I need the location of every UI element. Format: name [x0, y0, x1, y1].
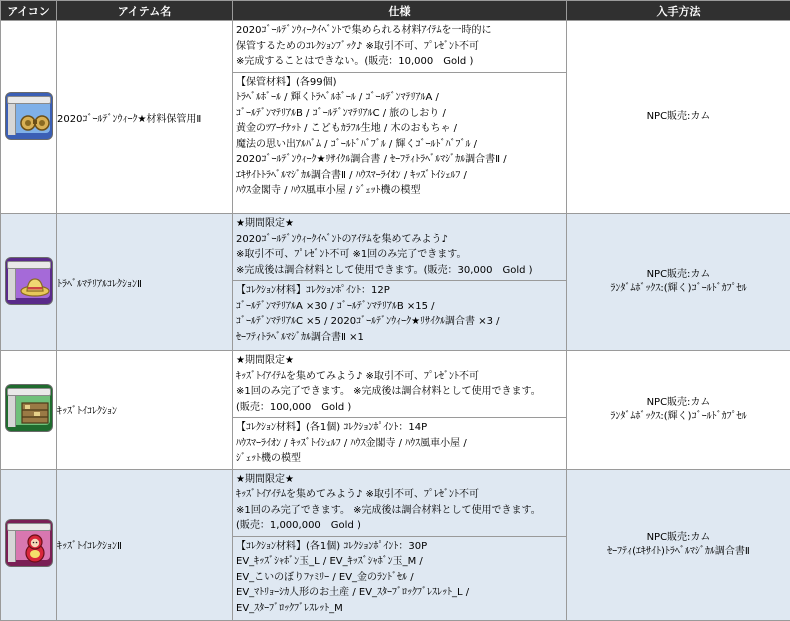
spec-cell — [233, 214, 567, 351]
icon-cell — [1, 214, 57, 351]
spec-line: ﾊｳｽﾏｰﾗｲｵﾝ / ｷｯｽﾞﾄｲｼｪﾙﾌ / ﾊｳｽ金閣寺 / ﾊｳｽ風車小屋 / — [236, 436, 563, 452]
spec-description — [233, 214, 566, 280]
spec-line: ※1回のみ完了できます。 ※完成後は調合材料として使用できます。 — [236, 384, 563, 400]
doll-collection-icon — [5, 519, 53, 567]
hat-collection-icon — [5, 257, 53, 305]
obtain-line: ﾗﾝﾀﾞﾑﾎﾞｯｸｽ:(輝く)ｺﾞｰﾙﾄﾞｶﾌﾟｾﾙ — [567, 282, 790, 296]
table-row — [1, 469, 790, 620]
spec-line: ★期間限定★ — [236, 472, 563, 488]
spec-line: ｷｯｽﾞﾄｲｱｲﾃﾑを集めてみよう♪ ※取引不可、ﾌﾟﾚｾﾞﾝﾄ不可 — [236, 369, 563, 385]
obtain-line: NPC販売:カム — [567, 531, 790, 545]
spec-line: ｷｯｽﾞﾄｲｱｲﾃﾑを集めてみよう♪ ※取引不可、ﾌﾟﾚｾﾞﾝﾄ不可 — [236, 487, 563, 503]
item-name: ﾄﾗﾍﾞﾙﾏﾃﾘｱﾙｺﾚｸｼｮﾝⅡ — [57, 214, 233, 351]
spec-cell — [233, 351, 567, 470]
spec-line: 【保管材料】(各99個) — [236, 75, 563, 91]
obtain-line: ﾗﾝﾀﾞﾑﾎﾞｯｸｽ:(輝く)ｺﾞｰﾙﾄﾞｶﾌﾟｾﾙ — [567, 410, 790, 424]
spec-line: EV_こいのぼりﾌｧﾐﾘｰ / EV_金のﾗﾝﾄﾞｾﾙ / — [236, 570, 563, 586]
spec-description — [233, 351, 566, 417]
toy-shelf-collection-icon — [5, 384, 53, 432]
spec-line: ﾄﾗﾍﾞﾙﾎﾞｰﾙ / 輝くﾄﾗﾍﾞﾙﾎﾞｰﾙ / ｺﾞｰﾙﾃﾞﾝﾏﾃﾘｱﾙA / — [236, 90, 563, 106]
spec-line: 保管するためのｺﾚｸｼｮﾝﾌﾞｯｸ♪ ※取引不可、ﾌﾟﾚｾﾞﾝﾄ不可 — [236, 39, 563, 55]
obtain-line: NPC販売:カム — [567, 396, 790, 410]
spec-cell — [233, 21, 567, 214]
spec-line: 黄金のﾂｱｰﾁｹｯﾄ / こどもｶﾗﾌﾙ生地 / 木のおもちゃ / — [236, 121, 563, 137]
header-obtain: 入手方法 — [567, 1, 790, 21]
icon-cell — [1, 21, 57, 214]
table-row — [1, 214, 790, 351]
spec-line: ｼﾞｪｯﾄ機の模型 — [236, 451, 563, 467]
spec-line: EV_ｷｯｽﾞｼｬﾎﾞﾝ玉_L / EV_ｷｯｽﾞｼｬﾎﾞﾝ玉_M / — [236, 554, 563, 570]
obtain-cell — [567, 21, 790, 214]
header-name: アイテム名 — [57, 1, 233, 21]
spec-line: ｺﾞｰﾙﾃﾞﾝﾏﾃﾘｱﾙA ×30 / ｺﾞｰﾙﾃﾞﾝﾏﾃﾘｱﾙB ×15 / — [236, 299, 563, 315]
spec-line: ﾊｳｽ金閣寺 / ﾊｳｽ風車小屋 / ｼﾞｪｯﾄ機の模型 — [236, 183, 563, 199]
goggles-collection-icon — [5, 92, 53, 140]
spec-line: ※1回のみ完了できます。 ※完成後は調合材料として使用できます。 — [236, 503, 563, 519]
spec-materials — [233, 536, 566, 619]
spec-line: ※取引不可、ﾌﾟﾚｾﾞﾝﾄ不可 ※1回のみ完了できます。 — [236, 247, 563, 263]
icon-cell — [1, 351, 57, 470]
spec-materials — [233, 280, 566, 347]
item-name: 2020ｺﾞｰﾙﾃﾞﾝｳｨｰｸ★材料保管用Ⅱ — [57, 21, 233, 214]
spec-materials — [233, 72, 566, 201]
spec-cell — [233, 469, 567, 620]
spec-line: ★期間限定★ — [236, 216, 563, 232]
spec-line: ｴｷｻｲﾄﾄﾗﾍﾞﾙﾏｼﾞｶﾙ調合書Ⅱ / ﾊｳｽﾏｰﾗｲｵﾝ / ｷｯｽﾞﾄｲｼｪﾙﾌ / — [236, 168, 563, 184]
item-name: ｷｯｽﾞﾄｲｺﾚｸｼｮﾝⅡ — [57, 469, 233, 620]
spec-line: 【ｺﾚｸｼｮﾝ材料】(各1個) ｺﾚｸｼｮﾝﾎﾟｲﾝﾄ：30P — [236, 539, 563, 555]
obtain-line: NPC販売:カム — [567, 110, 790, 124]
header-row — [1, 1, 790, 21]
table-row — [1, 21, 790, 214]
spec-line: 魔法の思い出ｱﾙﾊﾞﾑ / ｺﾞｰﾙﾄﾞﾊﾞﾌﾞﾙ / 輝くｺﾞｰﾙﾄﾞﾊﾞﾌﾞﾙ / — [236, 137, 563, 153]
item-name: ｷｯｽﾞﾄｲｺﾚｸｼｮﾝ — [57, 351, 233, 470]
header-spec: 仕様 — [233, 1, 567, 21]
spec-line: ｺﾞｰﾙﾃﾞﾝﾏﾃﾘｱﾙB / ｺﾞｰﾙﾃﾞﾝﾏﾃﾘｱﾙC / 旅のしおり / — [236, 106, 563, 122]
spec-line: ｾｰﾌﾃｨﾄﾗﾍﾞﾙﾏｼﾞｶﾙ調合書Ⅱ ×1 — [236, 330, 563, 346]
spec-description — [233, 21, 566, 72]
spec-line: EV_ﾏﾄﾘｮｰｼｶ人形のお土産 / EV_ｽﾀｰﾌﾞﾛｯｸﾌﾞﾚｽﾚｯﾄ_L / — [236, 585, 563, 601]
spec-line: 【ｺﾚｸｼｮﾝ材料】ｺﾚｸｼｮﾝﾎﾟｲﾝﾄ：12P — [236, 283, 563, 299]
obtain-cell — [567, 469, 790, 620]
obtain-line: NPC販売:カム — [567, 268, 790, 282]
spec-description — [233, 470, 566, 536]
spec-line: EV_ｽﾀｰﾌﾞﾛｯｸﾌﾞﾚｽﾚｯﾄ_M — [236, 601, 563, 617]
header-icon: アイコン — [1, 1, 57, 21]
spec-line: 【ｺﾚｸｼｮﾝ材料】(各1個) ｺﾚｸｼｮﾝﾎﾟｲﾝﾄ：14P — [236, 420, 563, 436]
obtain-cell — [567, 351, 790, 470]
obtain-line: ｾｰﾌﾃｨ(ｴｷｻｲﾄ)ﾄﾗﾍﾞﾙﾏｼﾞｶﾙ調合書Ⅱ — [567, 545, 790, 559]
obtain-cell — [567, 214, 790, 351]
spec-line: ★期間限定★ — [236, 353, 563, 369]
spec-line: 2020ｺﾞｰﾙﾃﾞﾝｳｨｰｸ★ﾘｻｲｸﾙ調合書 / ｾｰﾌﾃｨﾄﾗﾍﾞﾙﾏｼﾞｶﾙ調合書Ⅱ / — [236, 152, 563, 168]
table-row — [1, 351, 790, 470]
icon-cell — [1, 469, 57, 620]
spec-materials — [233, 417, 566, 469]
spec-line: ｺﾞｰﾙﾃﾞﾝﾏﾃﾘｱﾙC ×5 / 2020ｺﾞｰﾙﾃﾞﾝｳｨｰｸ★ﾘｻｲｸﾙ調合書 ×3 / — [236, 314, 563, 330]
spec-line: 2020ｺﾞｰﾙﾃﾞﾝｳｨｰｸｲﾍﾞﾝﾄのｱｲﾃﾑを集めてみよう♪ — [236, 232, 563, 248]
spec-line: 2020ｺﾞｰﾙﾃﾞﾝｳｨｰｸｲﾍﾞﾝﾄで集められる材料ｱｲﾃﾑを一時的に — [236, 23, 563, 39]
spec-line: (販売：100,000 Gold ) — [236, 400, 563, 416]
spec-line: ※完成後は調合材料として使用できます。(販売：30,000 Gold ) — [236, 263, 563, 279]
spec-line: ※完成することはできない。(販売：10,000 Gold ) — [236, 54, 563, 70]
spec-line: (販売：1,000,000 Gold ) — [236, 518, 563, 534]
